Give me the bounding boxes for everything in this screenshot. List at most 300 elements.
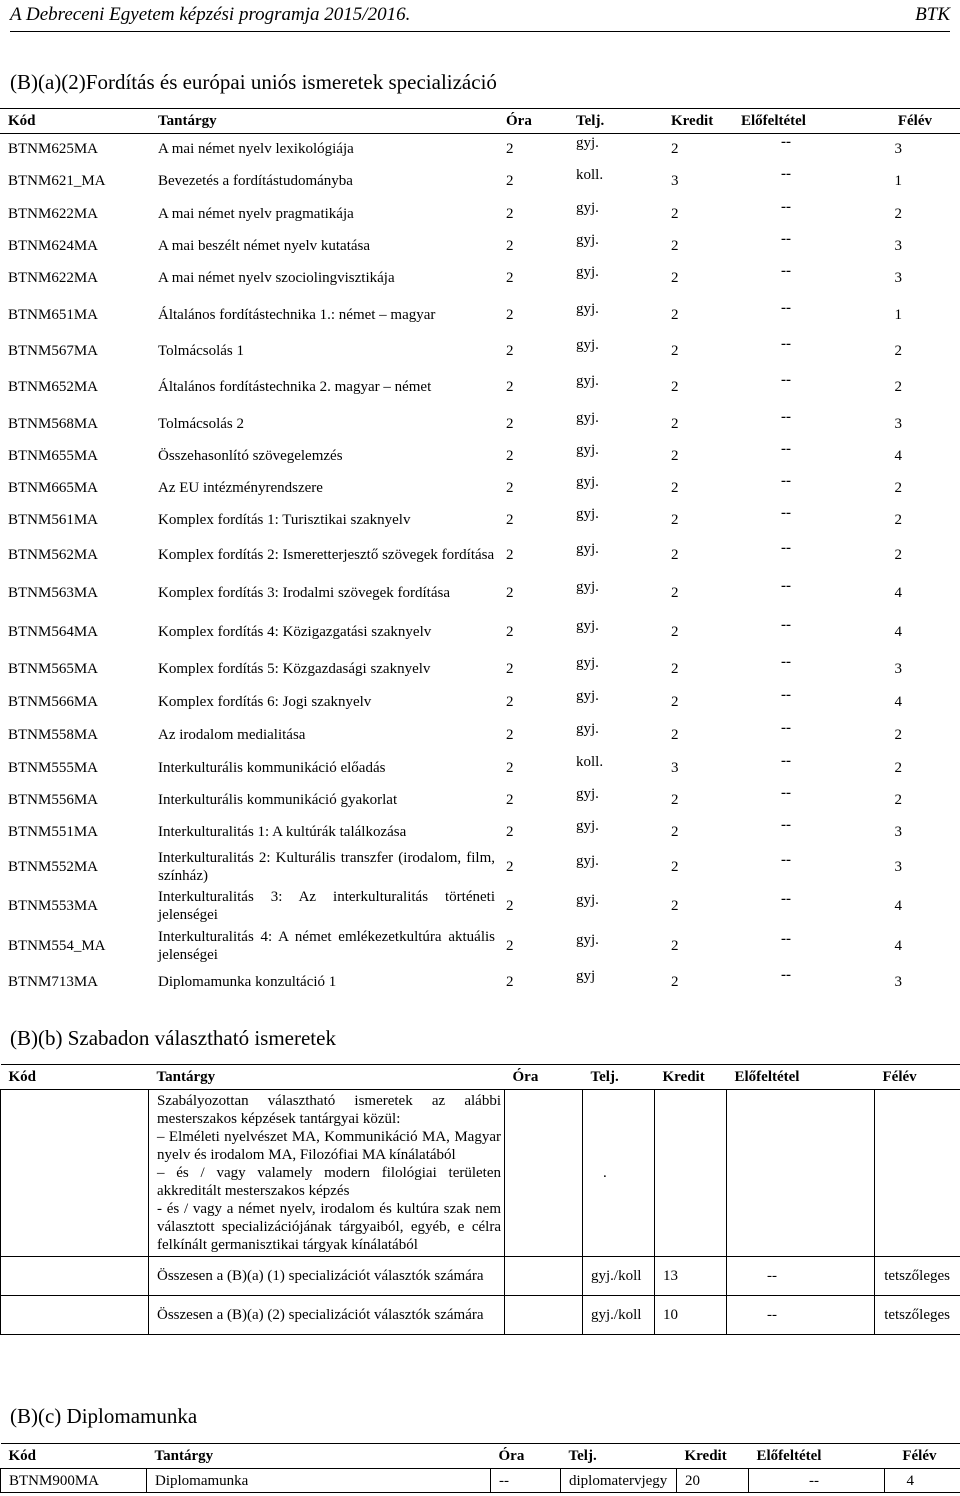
row-felev: 2 [894,511,902,528]
row-elofeltetel [733,574,850,612]
row-telj-text: gyj. [576,617,599,634]
row-tantargy: Diplomamunka [147,1469,491,1493]
table-row [0,752,960,784]
row-tantargy: Összehasonlító szövegelemzés [158,447,343,464]
row-kredit: 2 [671,791,679,808]
row-kredit: 2 [671,660,679,677]
row-ora: 2 [506,269,514,286]
row-kredit: 2 [671,237,679,254]
row-elofeltetel [733,926,850,966]
row-ora: 2 [506,823,514,840]
row-telj [568,262,663,294]
section-c-title: (B)(c) Diplomamunka [10,1404,198,1428]
row-telj: gyj./koll [583,1257,655,1296]
row-felev: 3 [894,858,902,875]
row-telj-text: koll. [576,753,604,770]
row-felev: 2 [894,342,902,359]
table-row [0,612,960,652]
row-felev: 1 [894,172,902,189]
row-telj [568,816,663,848]
table-row [1,1469,960,1493]
table-row [0,336,960,366]
row-tantargy: Összesen a (B)(a) (1) specializációt választók számára [149,1257,505,1296]
page-header [10,0,950,30]
row-felev: 2 [894,479,902,496]
col-tantargy: Tantárgy [150,109,498,134]
row-elofeltetel-text: -- [781,335,791,352]
table-row [0,262,960,294]
row-telj [568,848,663,886]
row-ora: 2 [506,415,514,432]
row-telj [568,472,663,504]
row-telj [568,408,663,440]
row-ora: 2 [506,378,514,395]
row-kod: BTNM622MA [8,205,99,222]
col-telj: Telj. [583,1065,655,1090]
row-elofeltetel-text: -- [781,133,791,150]
table-row [0,816,960,848]
row-kredit: 2 [671,693,679,710]
row-ora: 2 [506,973,514,990]
row-felev: 4 [885,1469,960,1493]
row-elofeltetel [733,472,850,504]
row-tantargy: A mai német nyelv lexikológiája [158,140,354,157]
row-ora: 2 [506,623,514,640]
row-kod: BTNM553MA [8,897,99,914]
table-row [0,886,960,926]
row-telj-text: gyj. [576,720,599,737]
row-ora: 2 [506,726,514,743]
row-tantargy: A mai beszélt német nyelv kutatása [158,237,371,254]
row-kod: BTNM651MA [8,306,99,323]
row-elofeltetel [733,294,850,336]
section-b-table [0,1064,960,1335]
row-felev: 2 [894,726,902,743]
elective-option-2: – és / vagy valamely modern filológiai területen akkreditált mesterszakos képzés [157,1165,501,1199]
row-telj-text: gyj. [576,372,599,389]
row-elofeltetel [733,752,850,784]
row-elofeltetel [733,886,850,926]
row-ora: 2 [506,342,514,359]
row-telj-text: gyj. [576,578,599,595]
row-elofeltetel-text: -- [781,752,791,769]
row-felev: 4 [894,693,902,710]
row-elofeltetel [733,966,850,998]
row-elofeltetel-text: -- [781,440,791,457]
row-elofeltetel [733,504,850,536]
row-kredit: 2 [671,306,679,323]
row-elofeltetel [733,686,850,718]
row-tantargy: Diplomamunka konzultáció 1 [158,973,337,990]
row-felev: 3 [894,415,902,432]
row-kod: BTNM900MA [1,1469,147,1493]
row-elofeltetel-text: -- [781,577,791,594]
row-elofeltetel [733,198,850,230]
table-row [0,440,960,472]
row-tantargy: Az EU intézményrendszere [158,479,323,496]
col-kod: Kód [1,1065,149,1090]
row-telj-text: koll. [576,166,604,183]
col-telj: Telj. [568,109,663,134]
elective-mark: . [583,1090,655,1257]
row-felev: 4 [894,584,902,601]
col-kod: Kód [0,109,150,134]
row-felev: tetszőleges [875,1296,960,1335]
row-kod: BTNM568MA [8,415,99,432]
section-b-title: (B)(b) Szabadon választható ismeretek [10,1026,336,1050]
row-telj [568,686,663,718]
row-telj [568,294,663,336]
row-elofeltetel [733,652,850,686]
row-kredit: 2 [671,378,679,395]
row-elofeltetel-text: -- [781,816,791,833]
row-tantargy: Komplex fordítás 1: Turisztikai szaknyelv [158,511,411,528]
row-elofeltetel-text: -- [781,966,791,983]
row-elofeltetel [733,816,850,848]
row-elofeltetel-text: -- [781,539,791,556]
row-elofeltetel [733,230,850,262]
row-kod: BTNM552MA [8,858,99,875]
row-kredit: 2 [671,205,679,222]
table-row [0,966,960,998]
table-row [1,1090,960,1257]
row-tantargy: Interkulturális kommunikáció előadás [158,759,386,776]
row-kod: BTNM652MA [8,378,99,395]
row-telj-text: gyj. [576,785,599,802]
row-elofeltetel-text: -- [781,408,791,425]
table-row [0,472,960,504]
col-kredit: Kredit [655,1065,727,1090]
elective-intro: Szabályozottan választható ismeretek az alábbi mesterszakos képzések tantárgyai közül: [157,1093,501,1127]
row-kredit: 3 [671,172,679,189]
row-telj-text: gyj. [576,199,599,216]
header-right: BTK [915,4,950,25]
row-telj [568,336,663,366]
header-rule [10,31,950,32]
row-tantargy: Tolmácsolás 1 [158,342,245,359]
row-ora: -- [491,1469,561,1493]
row-telj [568,440,663,472]
row-elofeltetel [733,134,850,164]
row-ora: 2 [506,937,514,954]
row-telj-text: gyj [576,967,596,984]
row-telj-text: gyj. [576,473,599,490]
col-tantargy: Tantárgy [147,1444,491,1469]
elective-option-1: – Elméleti nyelvészet MA, Kommunikáció MA, Magyar nyelv és irodalom MA, Filozófiai MA kínálatából [157,1129,501,1163]
row-tantargy: Interkulturalitás 1: A kultúrák találkozása [158,823,407,840]
row-kredit: 2 [671,897,679,914]
row-ora: 2 [506,447,514,464]
row-elofeltetel [733,612,850,652]
row-kod: BTNM713MA [8,973,99,990]
row-elofeltetel: -- [727,1296,875,1335]
row-kredit: 2 [671,623,679,640]
row-telj: diplomatervjegy [561,1469,677,1493]
row-tantargy: Interkulturalitás 4: A német emlékezetkultúra aktuális jelenségei [158,928,495,963]
table-row [1,1257,960,1296]
row-telj-text: gyj. [576,409,599,426]
row-telj-text: gyj. [576,654,599,671]
row-felev: 4 [894,897,902,914]
row-felev: 4 [894,623,902,640]
row-telj-text: gyj. [576,891,599,908]
row-tantargy: A mai német nyelv szociolingvisztikája [158,269,395,286]
table-row [0,198,960,230]
row-kod: BTNM551MA [8,823,99,840]
row-kredit: 13 [655,1257,727,1296]
row-telj [568,926,663,966]
row-elofeltetel-text: -- [781,890,791,907]
table-row [0,134,960,164]
row-telj-text: gyj. [576,231,599,248]
section-a-table [0,108,960,998]
row-telj [568,574,663,612]
row-elofeltetel-text: -- [781,371,791,388]
row-ora: 2 [506,546,514,563]
row-felev: 3 [894,237,902,254]
row-elofeltetel-text: -- [781,851,791,868]
row-felev: 3 [894,973,902,990]
row-felev: tetszőleges [875,1257,960,1296]
row-telj [568,612,663,652]
row-kredit: 2 [671,415,679,432]
table-row [0,536,960,574]
table-row [0,164,960,198]
row-tantargy: Interkulturális kommunikáció gyakorlat [158,791,398,808]
row-tantargy: Komplex fordítás 3: Irodalmi szövegek fordítása [158,584,451,601]
row-telj-text: gyj. [576,852,599,869]
section-c-table [0,1443,960,1493]
row-elofeltetel-text: -- [781,230,791,247]
row-elofeltetel-text: -- [781,719,791,736]
row-kod: BTNM556MA [8,791,99,808]
table-row [0,926,960,966]
row-ora: 2 [506,858,514,875]
col-elofeltetel: Előfeltétel [733,109,850,134]
table-row [0,504,960,536]
row-telj-text: gyj. [576,687,599,704]
row-felev: 2 [894,205,902,222]
row-tantargy: Komplex fordítás 4: Közigazgatási szaknyelv [158,623,432,640]
row-kredit: 2 [671,937,679,954]
row-kod: BTNM561MA [8,511,99,528]
row-tantargy: Általános fordítástechnika 1.: német – magyar [158,306,436,323]
row-kredit: 2 [671,584,679,601]
row-telj-text: gyj. [576,441,599,458]
row-kredit: 2 [671,823,679,840]
row-telj [568,536,663,574]
row-kod: BTNM555MA [8,759,99,776]
row-ora: 2 [506,172,514,189]
row-kredit: 2 [671,511,679,528]
table-row [0,718,960,752]
row-kod: BTNM621_MA [8,172,106,189]
row-elofeltetel [733,164,850,198]
row-kod: BTNM558MA [8,726,99,743]
row-kod: BTNM622MA [8,269,99,286]
row-ora: 2 [506,791,514,808]
row-telj-text: gyj. [576,263,599,280]
row-felev: 3 [894,269,902,286]
row-felev: 2 [894,791,902,808]
row-tantargy: Az irodalom medialitása [158,726,306,743]
row-felev: 3 [894,823,902,840]
row-telj [568,784,663,816]
row-kredit: 3 [671,759,679,776]
row-elofeltetel-text: -- [781,653,791,670]
col-kod: Kód [1,1444,147,1469]
row-telj [568,366,663,408]
row-telj-text: gyj. [576,505,599,522]
row-kod: BTNM564MA [8,623,99,640]
row-tantargy: Interkulturalitás 3: Az interkulturalitás történeti jelenségei [158,888,495,923]
row-telj [568,504,663,536]
row-telj [568,752,663,784]
table-row [0,652,960,686]
row-kod: BTNM563MA [8,584,99,601]
row-elofeltetel: -- [727,1257,875,1296]
table-header-row [0,109,960,134]
row-telj [568,886,663,926]
elective-description [149,1090,505,1257]
row-kredit: 2 [671,479,679,496]
row-tantargy: Komplex fordítás 2: Ismeretterjesztő szövegek fordítása [158,546,495,563]
col-ora: Óra [498,109,568,134]
row-kod: BTNM655MA [8,447,99,464]
row-ora: 2 [506,237,514,254]
header-left: A Debreceni Egyetem képzési programja 2015/2016. [10,4,411,25]
row-felev: 3 [894,660,902,677]
row-elofeltetel-text: -- [781,616,791,633]
row-ora: 2 [506,511,514,528]
row-kredit: 2 [671,858,679,875]
row-elofeltetel-text: -- [781,198,791,215]
row-elofeltetel-text: -- [781,165,791,182]
row-felev: 2 [894,546,902,563]
table-row [0,574,960,612]
row-elofeltetel-text: -- [781,930,791,947]
row-kredit: 2 [671,973,679,990]
row-tantargy: Tolmácsolás 2 [158,415,245,432]
row-telj [568,134,663,164]
table-row [1,1296,960,1335]
col-felev: Félév [850,109,960,134]
col-ora: Óra [505,1065,583,1090]
table-row [0,366,960,408]
row-kod: BTNM554_MA [8,937,106,954]
row-kod: BTNM625MA [8,140,99,157]
table-row [0,686,960,718]
row-kredit: 10 [655,1296,727,1335]
col-felev: Félév [875,1065,960,1090]
row-tantargy: Komplex fordítás 6: Jogi szaknyelv [158,693,372,710]
table-row [0,784,960,816]
row-telj: gyj./koll [583,1296,655,1335]
row-kredit: 2 [671,546,679,563]
col-telj: Telj. [561,1444,677,1469]
row-felev: 1 [894,306,902,323]
row-telj [568,718,663,752]
col-kredit: Kredit [663,109,733,134]
section-a-title: (B)(a)(2)Fordítás és európai uniós ismeretek specializáció [10,70,497,94]
row-felev: 3 [894,140,902,157]
row-telj-text: gyj. [576,336,599,353]
row-ora: 2 [506,205,514,222]
row-felev: 2 [894,759,902,776]
row-tantargy: Komplex fordítás 5: Közgazdasági szaknyelv [158,660,431,677]
row-kredit: 2 [671,269,679,286]
row-elofeltetel [733,262,850,294]
col-felev: Félév [885,1444,960,1469]
row-kod: BTNM565MA [8,660,99,677]
row-elofeltetel-text: -- [781,686,791,703]
row-elofeltetel-text: -- [781,262,791,279]
row-kod: BTNM567MA [8,342,99,359]
row-ora: 2 [506,306,514,323]
row-elofeltetel [733,366,850,408]
row-ora: 2 [506,584,514,601]
row-elofeltetel: -- [749,1469,885,1493]
row-elofeltetel [733,440,850,472]
row-telj [568,198,663,230]
row-elofeltetel [733,784,850,816]
table-row [0,294,960,336]
col-kredit: Kredit [677,1444,749,1469]
row-telj [568,966,663,998]
row-kredit: 20 [677,1469,749,1493]
row-elofeltetel [733,336,850,366]
row-elofeltetel [733,408,850,440]
col-tantargy: Tantárgy [149,1065,505,1090]
elective-option-3: - és / vagy a német nyelv, irodalom és kultúra szak nem választott specializációjának tárgyaiból, egyéb, e célra felkínált germanisztikai tárgyak kínálatából [157,1201,501,1253]
row-elofeltetel-text: -- [781,299,791,316]
row-ora: 2 [506,140,514,157]
row-tantargy: A mai német nyelv pragmatikája [158,205,354,222]
row-ora: 2 [506,759,514,776]
table-row [0,230,960,262]
row-felev: 2 [894,378,902,395]
row-kod: BTNM665MA [8,479,99,496]
row-tantargy: Összesen a (B)(a) (2) specializációt választók számára [149,1296,505,1335]
row-ora: 2 [506,897,514,914]
row-telj-text: gyj. [576,931,599,948]
row-telj-text: gyj. [576,134,599,151]
row-elofeltetel [733,718,850,752]
row-elofeltetel-text: -- [781,472,791,489]
row-tantargy: Általános fordítástechnika 2. magyar – német [158,378,432,395]
row-elofeltetel-text: -- [781,504,791,521]
col-ora: Óra [491,1444,561,1469]
row-ora: 2 [506,479,514,496]
row-kredit: 2 [671,342,679,359]
row-kod: BTNM562MA [8,546,99,563]
row-felev: 4 [894,447,902,464]
row-telj [568,230,663,262]
row-telj-text: gyj. [576,540,599,557]
row-felev: 4 [894,937,902,954]
row-telj [568,652,663,686]
row-ora: 2 [506,660,514,677]
row-telj-text: gyj. [576,300,599,317]
table-row [0,848,960,886]
row-kod: BTNM624MA [8,237,99,254]
row-elofeltetel-text: -- [781,784,791,801]
row-kod: BTNM566MA [8,693,99,710]
row-elofeltetel [733,848,850,886]
row-telj-text: gyj. [576,817,599,834]
row-kredit: 2 [671,447,679,464]
row-elofeltetel [733,536,850,574]
